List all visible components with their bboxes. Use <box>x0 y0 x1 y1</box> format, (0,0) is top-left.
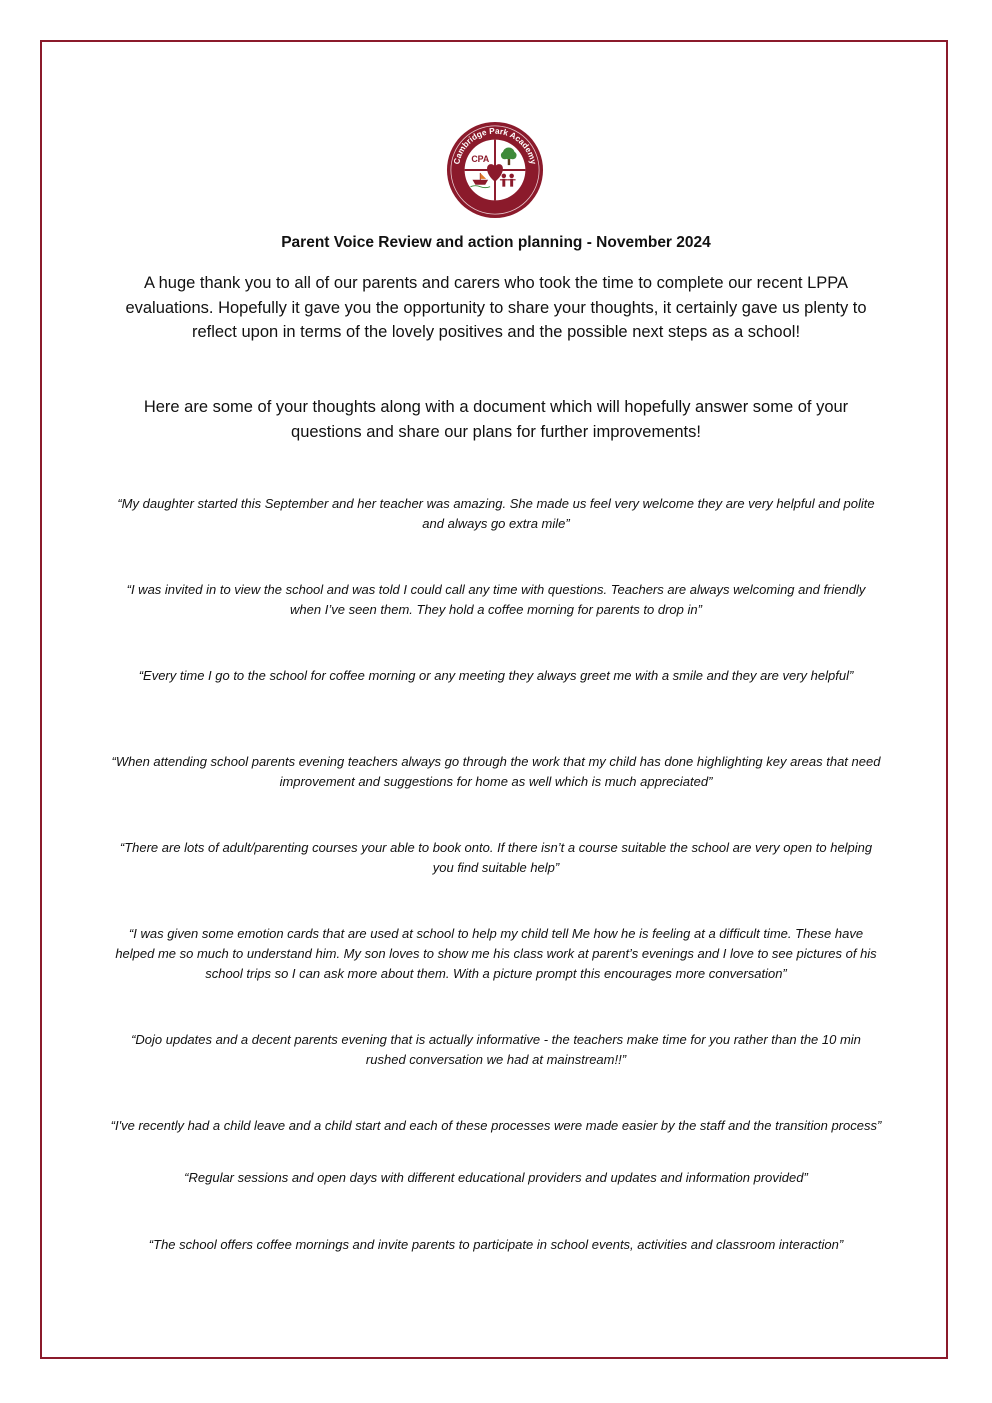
parent-quote: “I've recently had a child leave and a child start and each of these processes were made easier by the staff and the transition process” <box>110 1118 882 1133</box>
parent-quote: “When attending school parents evening teachers always go through the work that my child has done highlighting key areas that need improvement and suggestions for home as well which is much appreciated” <box>111 754 881 789</box>
parent-quote: “Regular sessions and open days with different educational providers and updates and information provided” <box>184 1170 808 1185</box>
logo-monogram: CPA <box>471 154 490 165</box>
parent-quote: “My daughter started this September and her teacher was amazing. She made us feel very welcome they are very helpful and polite and always go extra mile” <box>117 496 875 531</box>
school-logo <box>446 121 544 219</box>
parent-quote: “The school offers coffee mornings and invite parents to participate in school events, activities and classroom interaction” <box>148 1237 844 1252</box>
document-title: Parent Voice Review and action planning - November 2024 <box>281 234 711 251</box>
logo-ring-text: Cambridge Park Academy <box>451 125 539 166</box>
parent-quote: “There are lots of adult/parenting courses your able to book onto. If there isn’t a course suitable the school are very open to helping you find suitable help” <box>119 840 873 875</box>
parent-quote: “Dojo updates and a decent parents evening that is actually informative - the teachers make time for you rather than the 10 min rushed conversation we had at mainstream!!” <box>131 1032 861 1067</box>
parent-quote: “I was invited in to view the school and was told I could call any time with questions. Teachers are always welcoming and friendly when I’ve seen them. They hold a coffee morning for parents to drop in” <box>126 582 866 617</box>
intro-paragraph-thanks: A huge thank you to all of our parents and carers who took the time to complete our recent LPPA evaluations. Hopefully it gave you the opportunity to share your thoughts, it certainly gave us plenty to reflect upon in terms of the lovely positives and the possible next steps as a school! <box>125 274 867 341</box>
parent-quote: “Every time I go to the school for coffee morning or any meeting they always greet me with a smile and they are very helpful” <box>138 668 854 683</box>
parent-quote: “I was given some emotion cards that are used at school to help my child tell Me how he is feeling at a difficult time. These have helped me so much to understand him. My son loves to show me his class work at parent’s evenings and I love to see pictures of his school trips so I can ask more about them. With a picture prompt this encourages more conversation” <box>115 926 877 981</box>
intro-paragraph-thoughts: Here are some of your thoughts along with a document which will hopefully answer some of your questions and share our plans for further improvements! <box>143 398 849 441</box>
